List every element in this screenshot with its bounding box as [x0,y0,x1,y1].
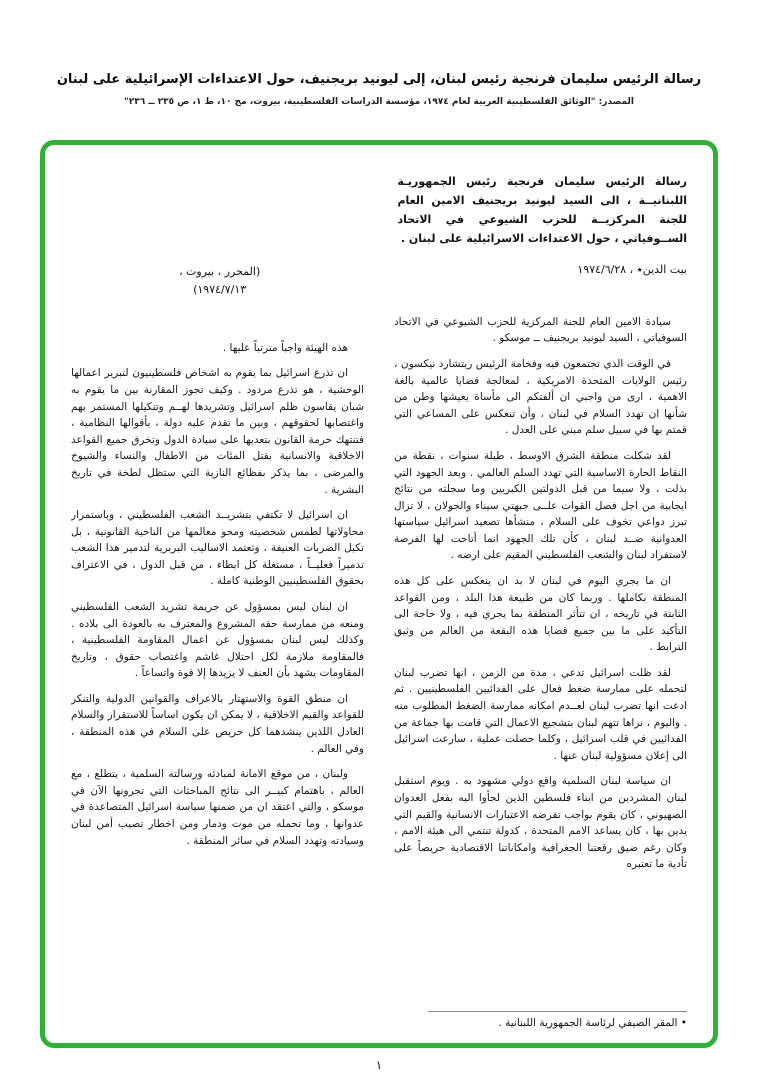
column-left [71,314,364,1007]
body-paragraph: ولبنان ، من موقع الامانة لمبادئه ورسالته السلمية ، يتطلع ، مع العالم ، باهتمام كبيــر الى نتائج المباحثات التي تجرونها الآن في موسكو ، والتي اعتقد ان من ضمنها سياسة اسرائيل المتصاعدة في عدوانها ، وما تحمله من موت ودمار ومن اخطار تصيب أمن لبنان وسيادته وتهدد السلام في سائر المنطقة . [71,768,364,847]
page-number: ١ [375,1058,383,1072]
body-paragraph: ان اسرائيل لا تكتفي بتشريــد الشعب الفلسطيني ، وباستمرار محاولاتها لطمس شخصيته ومحو معالمها من الناحية القانونية ، بل تكيل الضربات العنيفة ، وتعتمد الاساليب البربرية لتدمير هذا الشعب تدميراً فعليــاً ، مستغلة كل ابطاء ، من قبل الدول ، في الاعتراف بحقوق الفلسطينيين الوطنية كاملة . [71,509,364,588]
body-paragraph: ان لبنان ليس بمسؤول عن جريمة تشريد الشعب الفلسطيني ومنعه من ممارسة حقه المشروع والمعترف به بالعودة الى بلاده . وكذلك ليس لبنان بمسؤول عن اعمال المقاومة الفلسطينية ، فالمقاومة ملازمة لكل احتلال غاشم واغتصاب حقوق ، وتاريخ المقاومات يشهد بأن العنف لا يزيدها إلا قوة واتساعاً . [71,601,364,680]
dateline-publisher [179,263,260,299]
document-frame [40,140,718,1048]
document-title: رسالة الرئيس سليمان فرنجية رئيس لبنان، إلى ليونيد بريجنيف، حول الاعتداءات الإسرائيلية على لبنان [56,72,702,87]
datelines [71,263,687,299]
body-paragraph: هذه الهيئة واجباً مترتباً عليها . [222,341,348,354]
dateline-publisher-line1: (المحرر ، بيروت ، [179,264,261,278]
body-paragraph: سيادة الامين العام للجنة المركزية للحزب الشيوعي في الاتحاد السوفياتي ، السيد ليونيد بريجنيف ــ موسكو . [394,315,687,345]
body-paragraph: في الوقت الذي تجتمعون فيه وفخامة الرئيس ريتشارد نيكسون ، رئيس الولايات المتحدة الامريكية ، لمعالجة قضايا عالمية بالغة الاهمية ، ارى من واجبي ان ألفتكم الى مأساة يعيشها وطن من شأنها ان تهدد السلام في لبنان ، وأن تنعكس على المساعي التي قمتم بها في سبيل سلم مبني على العدل . [394,358,687,437]
footnote-area [71,1007,687,1031]
page-header [0,0,758,107]
body-paragraph: ان منطق القوة والاستهتار بالاعراف والقوانين الدولية والتنكر للقواعد والقيم الاخلاقية ، لا يمكن ان يكون اساساً للاستقرار والسلام العادل اللذين ينشدهما كل حريص على السلام في هذه المنطقة ، وفي العالم . [71,692,364,755]
document-intro: رسالة الرئيس سليمان فرنجية رئيس الجمهوريـة اللبنانيــة ، الى السيد ليونيد بريجنيف الامين العام للجنة المركزيــة للحزب الشيوعي في الاتحاد الســوفياتي ، حول الاعتداءات الاسرائيلية على لبنان . [397,175,687,245]
body-columns [71,314,687,1007]
dateline-publisher-line2: ١٩٧٤/٧/١٣) [193,282,247,296]
source-line: المصدر: "الوثائق الفلسطينية العربية لعام ١٩٧٤، مؤسسة الدراسات الفلسطينية، بيروت، مج ١٠، ط ١، ص ٢٣٥ ــ ٢٣٦" [124,96,634,107]
footnote: • المقر الصيفي لرئاسة الجمهورية اللبنانية . [498,1017,687,1029]
column-right [394,314,687,1007]
body-paragraph: لقد ظلت اسرائيل تدعي ، مدة من الزمن ، انها تضرب لبنان لتحمله على ممارسة ضغط فعال على الفدائيين الفلسطينيين . ثم ادعت انها تضرب لبنان لعــدم امكانه ممارسة الضغط المطلوب منه . واليوم ، نراها تتهم لبنان بتشجيع الاعمال التي قامت بها جماعة من الفدائيين في قلب اسرائيل ، وكلما حصلت عملية ، سارعت اسرائيل الى إعلان مسؤولية لبنان عنها . [394,666,687,762]
body-paragraph: ان سياسة لبنان السلمية واقع دولي مشهود به . ويوم استقبل لبنان المشردين من ابناء فلسطين الذين لجأوا اليه بفعل العدوان الصهيوني ، كان يقوم بواجب تفرضه الاعتبارات الانسانية والقيم التي يدين بها ، كان يساعد الامم المتحدة ، كدولة تنتمي الى هيئة الامم ، وكان رغم ضيق رقعتنا الجغرافية وامكاناتنا الاقتصادية حريصاً على تأدية ما تعتبره [394,775,687,871]
footnote-separator [428,1011,687,1012]
body-paragraph: ان تذرع اسرائيل بما يقوم به اشخاص فلسطينيون لتبرير اعمالها الوحشية ، هو تذرع مردود . وكيف تجوز المقارنة بين ما يقوم به شبان يقاسون ظلم اسرائيل وتشريدها لهــم وتنكيلها المستمر بهم واغتصابها لحقوقهم ، وبين ما تقدم عليه دولة ، بأقوالها النظامية ، فتنتهك حرمة القانون بتعديها على سيادة الدول وتخرق جميع القواعد الاخلاقية والانسانية بقتل المئات من الاطفال والنساء والشيوخ والمرضى ، بما يذكر بفظائع النازية التي ستظل لطخة في تاريخ البشرية . [71,367,364,496]
body-paragraph: ان ما يجري اليوم في لبنان لا بد ان ينعكس على كل هذه المنطقة بكاملها . وربما كان من طبيعة هذا البلد ، ومن القواعد الثابتة في تاريخه ، ان تتأثر المنطقة بما يجري فيه ، ولا حاجة الى التأكيد على ما بين جميع قضايا هذه البقعة من العالم من وثيق الترابط . [394,575,687,654]
dateline-place-date: بيت الدين٭ ، ١٩٧٤/٦/٢٨ [577,262,687,276]
body-paragraph: لقد شكلت منطقة الشرق الاوسط ، طيلة سنوات ، نقطة من النقاط الحارة الاساسية التي تهدد السلم العالمي . وبعد الجهود التي بذلت ، ولا سيما من قبل الدولتين الكبريين وما سجلته من نتائج ايجابية من اجل فصل القوات علــى جبهتي سيناء والجولان ، لا تزال تبرز دواعي تخوف على السلام ، منشأها تصعيد اسرائيل سياستها العدوانية ضــد لبنان ، كأن تلك الجهود انما أتاحت لها الفرصة لاستفراد لبنان والشعب الفلسطيني المقيم على ارضه . [394,449,687,562]
